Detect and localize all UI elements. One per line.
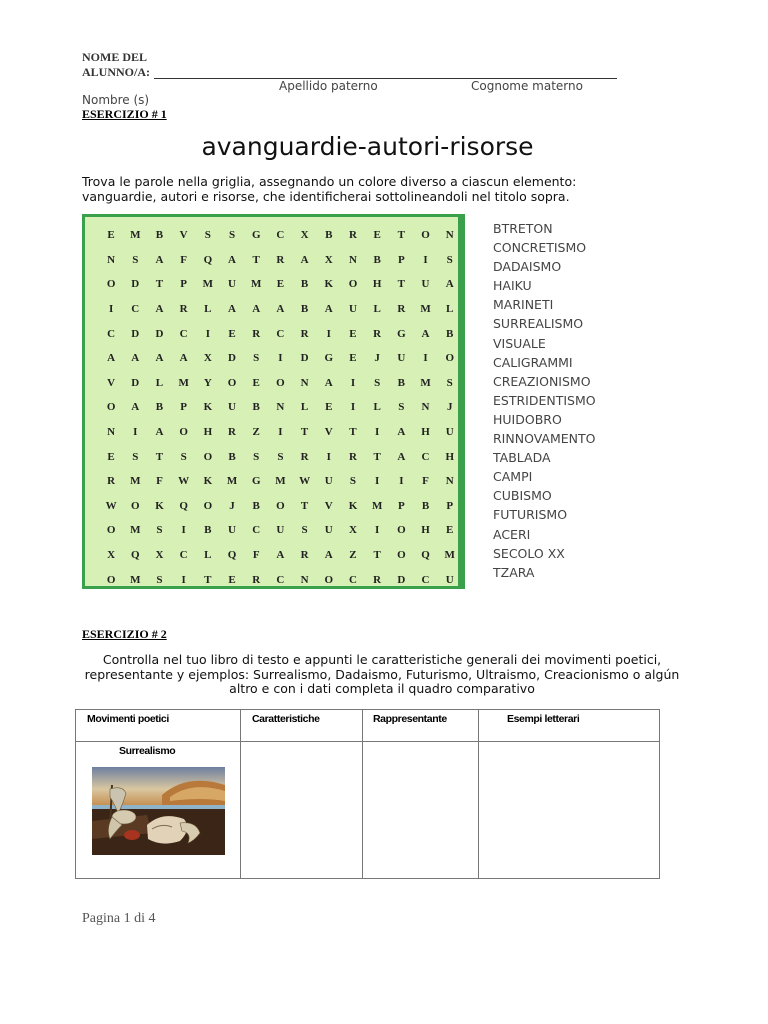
- grid-letter[interactable]: N: [348, 253, 357, 266]
- grid-letter[interactable]: S: [156, 524, 163, 537]
- grid-letter[interactable]: U: [276, 524, 285, 537]
- grid-letter[interactable]: B: [252, 401, 260, 414]
- grid-row: [99, 272, 462, 297]
- grid-letter[interactable]: A: [131, 401, 140, 414]
- exercise-1-instructions: Trova le parole nella griglia, assegnando un colore diverso a ciascun elemento: vanguardie, autori e risorse, che identificherai sottolineandoli nel titolo sopra.: [82, 174, 577, 204]
- word-list-item: CUBISMO: [493, 488, 552, 504]
- grid-letter[interactable]: O: [106, 573, 116, 586]
- word-search-grid: [82, 214, 465, 589]
- grid-letter[interactable]: D: [131, 327, 140, 340]
- word-list-item: CONCRETISMO: [493, 240, 587, 256]
- word-list-item: CREAZIONISMO: [493, 373, 591, 389]
- word-search-letters: [99, 223, 462, 592]
- grid-letter[interactable]: E: [107, 450, 115, 463]
- grid-letter[interactable]: O: [106, 524, 116, 537]
- grid-letter[interactable]: R: [252, 573, 261, 586]
- grid-letter[interactable]: C: [276, 327, 285, 340]
- grid-letter[interactable]: J: [229, 499, 235, 512]
- grid-row: [99, 223, 462, 248]
- grid-letter[interactable]: A: [228, 253, 236, 266]
- grid-letter[interactable]: R: [300, 327, 309, 340]
- grid-letter[interactable]: H: [421, 524, 430, 537]
- grid-letter[interactable]: M: [251, 278, 262, 291]
- cognome-materno-label: Cognome materno: [471, 79, 583, 93]
- grid-letter[interactable]: L: [204, 303, 212, 316]
- grid-letter[interactable]: O: [348, 278, 358, 291]
- caratteristiche-cell[interactable]: [241, 742, 363, 879]
- grid-letter[interactable]: C: [421, 573, 430, 586]
- grid-letter[interactable]: A: [324, 549, 333, 562]
- grid-letter[interactable]: W: [105, 499, 117, 512]
- grid-letter[interactable]: M: [130, 475, 141, 488]
- grid-letter[interactable]: A: [179, 352, 188, 365]
- grid-letter[interactable]: R: [107, 475, 116, 488]
- grid-letter[interactable]: A: [276, 549, 285, 562]
- grid-letter[interactable]: G: [251, 229, 261, 242]
- grid-letter[interactable]: E: [228, 573, 236, 586]
- grid-letter[interactable]: L: [373, 401, 381, 414]
- grid-letter[interactable]: W: [178, 475, 190, 488]
- grid-letter[interactable]: O: [106, 278, 116, 291]
- grid-letter[interactable]: D: [131, 278, 140, 291]
- grid-letter[interactable]: C: [348, 573, 357, 586]
- grid-letter[interactable]: A: [107, 352, 116, 365]
- grid-letter[interactable]: E: [349, 352, 357, 365]
- grid-letter[interactable]: B: [228, 450, 236, 463]
- grid-letter[interactable]: X: [155, 549, 164, 562]
- exercise-2-instructions: Controlla nel tuo libro di testo e appunti le caratteristiche generali dei movimenti poetici, representante y ejemplos: Surrealismo, Dadaismo, Futurismo, Ultraismo, Creacionismo o algún altro e con i dati completa il quadro comparativo: [84, 652, 680, 696]
- grid-letter[interactable]: T: [204, 573, 212, 586]
- grid-letter[interactable]: T: [397, 229, 406, 242]
- grid-letter[interactable]: S: [301, 524, 308, 537]
- grid-letter[interactable]: N: [445, 475, 454, 488]
- grid-letter[interactable]: P: [446, 499, 454, 512]
- grid-letter[interactable]: U: [421, 278, 430, 291]
- grid-letter[interactable]: G: [324, 352, 334, 365]
- grid-letter[interactable]: B: [300, 278, 309, 291]
- grid-letter[interactable]: B: [155, 229, 164, 242]
- grid-letter[interactable]: I: [375, 426, 380, 439]
- grid-letter[interactable]: S: [180, 450, 187, 463]
- grid-letter[interactable]: T: [373, 549, 381, 562]
- grid-letter[interactable]: M: [178, 376, 189, 389]
- grid-letter[interactable]: I: [181, 524, 186, 537]
- grid-letter[interactable]: P: [397, 253, 405, 266]
- grid-letter[interactable]: U: [348, 303, 357, 316]
- grid-letter[interactable]: N: [107, 426, 116, 439]
- grid-letter[interactable]: O: [106, 401, 116, 414]
- grid-letter[interactable]: A: [397, 450, 406, 463]
- grid-letter[interactable]: L: [155, 376, 164, 389]
- grid-letter[interactable]: A: [155, 303, 164, 316]
- grid-letter[interactable]: H: [421, 426, 430, 439]
- grid-letter[interactable]: U: [445, 426, 454, 439]
- grid-letter[interactable]: M: [202, 278, 214, 291]
- page-number: Pagina 1 di 4: [82, 911, 156, 926]
- grid-letter[interactable]: I: [205, 327, 210, 340]
- grid-letter[interactable]: U: [397, 352, 406, 365]
- grid-letter[interactable]: S: [156, 573, 163, 586]
- grid-letter[interactable]: K: [203, 401, 213, 414]
- grid-letter[interactable]: M: [130, 229, 141, 242]
- grid-letter[interactable]: D: [131, 376, 140, 389]
- grid-letter[interactable]: O: [397, 549, 406, 562]
- grid-row: [99, 444, 462, 469]
- grid-letter[interactable]: C: [179, 549, 188, 562]
- grid-letter[interactable]: F: [422, 475, 429, 488]
- word-list-item: TZARA: [493, 564, 535, 580]
- grid-letter[interactable]: L: [204, 549, 212, 562]
- header-cell: [241, 710, 363, 742]
- grid-letter[interactable]: N: [300, 573, 309, 586]
- grid-letter[interactable]: C: [131, 303, 140, 316]
- grid-letter[interactable]: B: [300, 303, 309, 316]
- grid-letter[interactable]: T: [300, 426, 309, 439]
- grid-letter[interactable]: T: [155, 450, 164, 463]
- grid-letter[interactable]: A: [155, 352, 164, 365]
- grid-letter[interactable]: T: [397, 278, 406, 291]
- grid-letter[interactable]: D: [300, 352, 309, 365]
- grid-letter[interactable]: P: [397, 499, 405, 512]
- grid-letter[interactable]: B: [446, 327, 454, 340]
- grid-letter[interactable]: R: [373, 327, 382, 340]
- grid-letter[interactable]: C: [276, 573, 285, 586]
- grid-letter[interactable]: P: [180, 278, 188, 291]
- grid-letter[interactable]: I: [133, 426, 138, 439]
- grid-letter[interactable]: S: [132, 450, 139, 463]
- grid-letter[interactable]: C: [421, 450, 430, 463]
- grid-row: [99, 494, 462, 519]
- grid-letter[interactable]: V: [179, 229, 188, 242]
- word-list-item: FUTURISMO: [493, 507, 568, 523]
- grid-letter[interactable]: S: [277, 450, 284, 463]
- grid-letter[interactable]: U: [228, 401, 236, 414]
- grid-letter[interactable]: H: [203, 426, 213, 439]
- word-list-item: HAIKU: [493, 278, 532, 294]
- esempi-cell[interactable]: [479, 742, 660, 879]
- grid-letter[interactable]: N: [421, 401, 430, 414]
- grid-row: [99, 248, 462, 273]
- header-cell: [363, 710, 479, 742]
- word-list-item: VISUALE: [493, 335, 546, 351]
- grid-letter[interactable]: M: [130, 524, 141, 537]
- grid-letter[interactable]: M: [444, 549, 455, 562]
- grid-letter[interactable]: Q: [203, 253, 213, 266]
- grid-letter[interactable]: B: [397, 376, 406, 389]
- grid-letter[interactable]: R: [228, 426, 236, 439]
- grid-letter[interactable]: R: [397, 303, 406, 316]
- grid-letter[interactable]: S: [374, 376, 381, 389]
- grid-letter[interactable]: B: [421, 499, 430, 512]
- word-list-item: SECOLO XX: [493, 545, 565, 561]
- word-list-item: HUIDOBRO: [493, 411, 562, 427]
- grid-letter[interactable]: T: [155, 278, 164, 291]
- grid-letter[interactable]: T: [373, 450, 381, 463]
- grid-letter[interactable]: X: [348, 524, 357, 537]
- grid-letter[interactable]: I: [399, 475, 404, 488]
- grid-letter[interactable]: C: [276, 229, 285, 242]
- grid-letter[interactable]: B: [252, 499, 260, 512]
- grid-letter[interactable]: A: [228, 303, 236, 316]
- grid-letter[interactable]: R: [348, 229, 357, 242]
- grid-letter[interactable]: C: [107, 327, 116, 340]
- grid-letter[interactable]: A: [300, 253, 309, 266]
- student-name-label: NOME DEL ALUNNO/A:: [82, 50, 150, 79]
- grid-letter[interactable]: R: [348, 450, 357, 463]
- grid-letter[interactable]: A: [155, 426, 164, 439]
- grid-letter[interactable]: X: [107, 549, 116, 562]
- header-esempi: Esempi letterari: [507, 713, 580, 725]
- grid-letter[interactable]: A: [324, 303, 333, 316]
- grid-letter[interactable]: M: [371, 499, 383, 512]
- grid-letter[interactable]: E: [349, 327, 357, 340]
- grid-letter[interactable]: K: [155, 499, 164, 512]
- grid-row: [99, 297, 462, 322]
- surrealismo-label: Surrealismo: [119, 745, 176, 757]
- grid-letter[interactable]: C: [252, 524, 261, 537]
- grid-letter[interactable]: T: [349, 426, 357, 439]
- grid-letter[interactable]: I: [423, 352, 428, 365]
- surrealism-painting-image: [92, 767, 225, 855]
- grid-letter[interactable]: M: [226, 475, 238, 488]
- grid-letter[interactable]: O: [131, 499, 140, 512]
- grid-letter[interactable]: R: [252, 327, 261, 340]
- grid-letter[interactable]: M: [130, 573, 141, 586]
- grid-letter[interactable]: Q: [227, 549, 237, 562]
- grid-letter[interactable]: L: [300, 401, 309, 414]
- word-list-item: CAMPI: [493, 469, 533, 485]
- grid-letter[interactable]: S: [132, 253, 139, 266]
- header-movimenti: Movimenti poetici: [87, 713, 169, 725]
- grid-letter[interactable]: L: [446, 303, 454, 316]
- grid-letter[interactable]: G: [397, 327, 406, 340]
- grid-letter[interactable]: G: [251, 475, 261, 488]
- grid-letter[interactable]: B: [373, 253, 381, 266]
- surrealismo-cell[interactable]: [76, 742, 241, 879]
- grid-row: [99, 543, 462, 568]
- grid-letter[interactable]: N: [276, 401, 285, 414]
- grid-letter[interactable]: U: [228, 278, 236, 291]
- grid-letter[interactable]: L: [373, 303, 381, 316]
- grid-letter[interactable]: I: [423, 253, 428, 266]
- page-title: avanguardie-autori-risorse: [201, 132, 534, 161]
- grid-letter[interactable]: U: [324, 524, 333, 537]
- grid-letter[interactable]: H: [445, 450, 454, 463]
- grid-letter[interactable]: B: [204, 524, 212, 537]
- grid-letter[interactable]: O: [276, 499, 285, 512]
- grid-letter[interactable]: A: [397, 426, 406, 439]
- grid-letter[interactable]: K: [324, 278, 334, 291]
- grid-letter[interactable]: R: [276, 253, 285, 266]
- grid-letter[interactable]: B: [155, 401, 164, 414]
- grid-letter[interactable]: I: [350, 401, 356, 414]
- exercise-1-label: ESERCIZIO # 1: [82, 107, 167, 121]
- word-list-item: CALIGRAMMI: [493, 354, 573, 370]
- grid-letter[interactable]: Z: [349, 549, 357, 562]
- grid-letter[interactable]: S: [204, 229, 211, 242]
- nombre-label: Nombre (s): [82, 93, 150, 107]
- grid-row: [99, 420, 462, 445]
- grid-row: [99, 321, 462, 346]
- grid-letter[interactable]: E: [252, 376, 260, 389]
- grid-letter[interactable]: X: [203, 352, 212, 365]
- grid-letter[interactable]: U: [445, 573, 454, 586]
- grid-letter[interactable]: J: [374, 352, 380, 365]
- grid-row: [99, 469, 462, 494]
- persistence-of-memory-illustration: [92, 767, 225, 855]
- grid-letter[interactable]: A: [421, 327, 430, 340]
- table-header-row: [76, 710, 660, 742]
- grid-row: [99, 371, 462, 396]
- grid-letter[interactable]: I: [350, 376, 356, 389]
- grid-letter[interactable]: V: [324, 499, 333, 512]
- grid-letter[interactable]: M: [275, 475, 286, 488]
- grid-letter[interactable]: I: [326, 327, 331, 340]
- grid-letter[interactable]: I: [278, 352, 283, 365]
- grid-letter[interactable]: O: [276, 376, 285, 389]
- word-list-item: MARINETI: [493, 297, 554, 313]
- grid-letter[interactable]: F: [180, 253, 188, 266]
- grid-letter[interactable]: O: [203, 499, 213, 512]
- grid-letter[interactable]: Z: [252, 426, 260, 439]
- grid-letter[interactable]: I: [326, 450, 331, 463]
- exercise-2-label: ESERCIZIO # 2: [82, 627, 167, 641]
- grid-letter[interactable]: Y: [203, 376, 212, 389]
- word-list-item: TABLADA: [493, 450, 551, 466]
- rappresentante-cell[interactable]: [363, 742, 479, 879]
- grid-letter[interactable]: E: [228, 327, 236, 340]
- word-list-item: RINNOVAMENTO: [493, 431, 596, 447]
- grid-letter[interactable]: S: [228, 229, 236, 242]
- word-list-item: BTRETON: [493, 221, 553, 236]
- grid-letter[interactable]: A: [276, 303, 285, 316]
- grid-letter[interactable]: I: [375, 475, 380, 488]
- grid-letter[interactable]: J: [446, 401, 453, 414]
- grid-letter[interactable]: S: [253, 352, 260, 365]
- grid-letter[interactable]: B: [325, 229, 333, 242]
- word-list-item: ACERI: [493, 526, 531, 542]
- grid-letter[interactable]: E: [446, 524, 454, 537]
- header-cell: [76, 710, 241, 742]
- grid-letter[interactable]: W: [299, 475, 311, 488]
- grid-letter[interactable]: I: [278, 426, 283, 439]
- grid-letter[interactable]: O: [445, 352, 454, 365]
- comparison-table: [75, 709, 660, 879]
- grid-letter[interactable]: Q: [421, 549, 430, 562]
- grid-letter[interactable]: K: [348, 499, 358, 512]
- grid-letter[interactable]: N: [107, 253, 116, 266]
- grid-letter[interactable]: O: [203, 450, 213, 463]
- grid-letter[interactable]: U: [228, 524, 236, 537]
- grid-letter[interactable]: E: [107, 229, 115, 242]
- grid-letter[interactable]: N: [300, 376, 309, 389]
- grid-letter[interactable]: O: [179, 426, 188, 439]
- grid-letter[interactable]: F: [156, 475, 163, 488]
- grid-letter[interactable]: S: [398, 401, 405, 414]
- grid-letter[interactable]: H: [372, 278, 382, 291]
- grid-letter[interactable]: E: [325, 401, 333, 414]
- grid-letter[interactable]: E: [373, 229, 381, 242]
- grid-letter[interactable]: D: [155, 327, 164, 340]
- grid-letter[interactable]: R: [300, 549, 309, 562]
- grid-letter[interactable]: N: [445, 229, 454, 242]
- table-row: [76, 742, 660, 879]
- grid-letter[interactable]: I: [375, 524, 380, 537]
- word-list-item: ESTRIDENTISMO: [493, 392, 596, 408]
- grid-letter[interactable]: R: [373, 573, 382, 586]
- grid-letter[interactable]: Q: [131, 549, 140, 562]
- grid-letter[interactable]: M: [420, 376, 431, 389]
- grid-letter[interactable]: D: [228, 352, 236, 365]
- grid-letter[interactable]: S: [253, 450, 260, 463]
- grid-letter[interactable]: A: [252, 303, 261, 316]
- word-list-item: SURREALISMO: [493, 316, 584, 332]
- header-caratteristiche: Caratteristiche: [252, 713, 320, 725]
- word-list-item: DADAISMO: [493, 259, 562, 275]
- word-list: [493, 220, 596, 583]
- grid-letter[interactable]: U: [324, 475, 333, 488]
- grid-row: [99, 346, 462, 371]
- grid-letter[interactable]: A: [131, 352, 140, 365]
- grid-letter[interactable]: O: [227, 376, 237, 389]
- grid-letter[interactable]: X: [324, 253, 333, 266]
- grid-letter[interactable]: A: [324, 376, 333, 389]
- grid-letter[interactable]: Q: [179, 499, 188, 512]
- grid-letter[interactable]: C: [179, 327, 188, 340]
- grid-row: [99, 395, 462, 420]
- grid-letter[interactable]: K: [203, 475, 213, 488]
- grid-letter[interactable]: A: [155, 253, 164, 266]
- grid-letter[interactable]: R: [300, 450, 309, 463]
- grid-letter[interactable]: R: [179, 303, 188, 316]
- grid-letter[interactable]: D: [397, 573, 406, 586]
- grid-letter[interactable]: O: [397, 524, 406, 537]
- grid-letter[interactable]: A: [445, 278, 454, 291]
- grid-letter[interactable]: O: [421, 229, 430, 242]
- grid-letter[interactable]: S: [446, 253, 453, 266]
- grid-letter[interactable]: T: [252, 253, 260, 266]
- grid-letter[interactable]: E: [276, 278, 285, 291]
- apellido-paterno-label: Apellido paterno: [279, 79, 378, 93]
- grid-row: [99, 518, 462, 543]
- grid-letter[interactable]: V: [324, 426, 333, 439]
- grid-letter[interactable]: M: [420, 303, 431, 316]
- grid-letter[interactable]: P: [180, 401, 188, 414]
- grid-letter[interactable]: F: [252, 549, 260, 562]
- grid-letter[interactable]: I: [108, 303, 114, 316]
- grid-letter[interactable]: O: [324, 573, 334, 586]
- grid-letter[interactable]: V: [107, 376, 116, 389]
- grid-letter[interactable]: S: [446, 376, 453, 389]
- grid-letter[interactable]: T: [300, 499, 309, 512]
- grid-letter[interactable]: S: [349, 475, 357, 488]
- grid-letter[interactable]: X: [300, 229, 309, 242]
- grid-letter[interactable]: I: [181, 573, 186, 586]
- header-rappresentante: Rappresentante: [373, 713, 447, 725]
- header-cell: [479, 710, 660, 742]
- grid-row: [99, 567, 462, 592]
